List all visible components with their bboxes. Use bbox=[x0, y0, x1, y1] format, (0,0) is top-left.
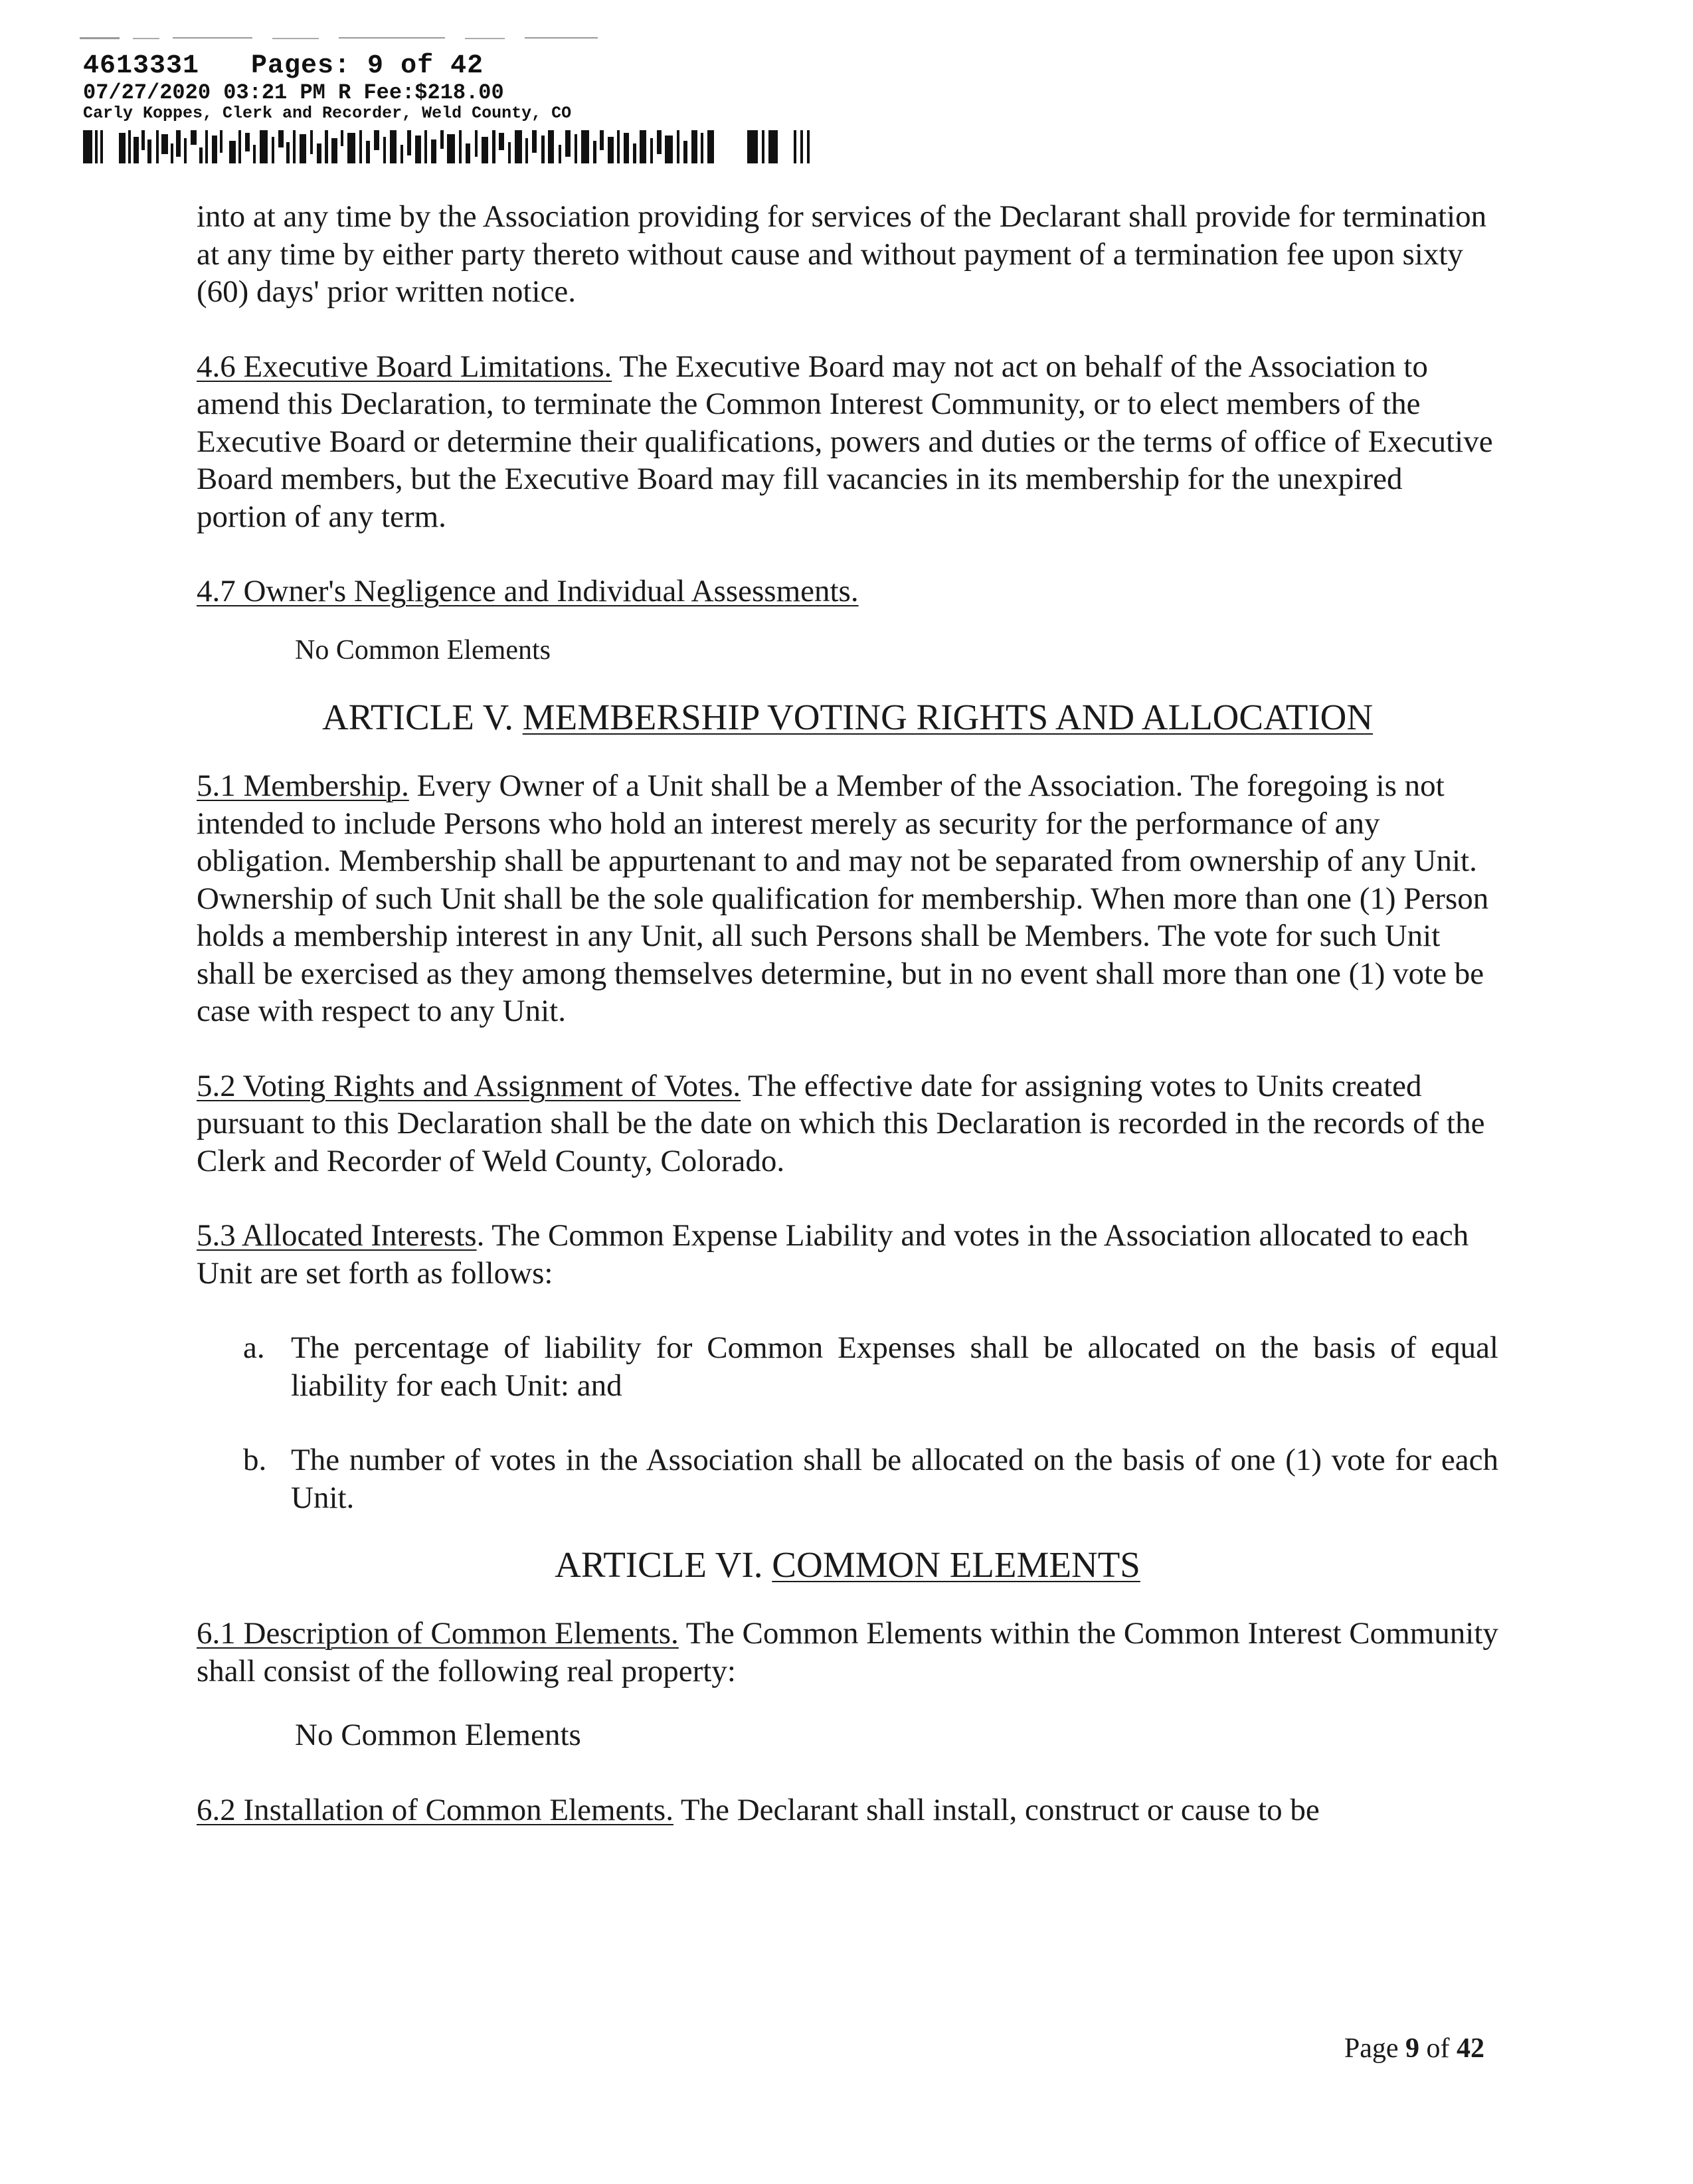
section-5-1 bbox=[197, 767, 1498, 1030]
document-body bbox=[197, 198, 1498, 1829]
list-marker-b: b. bbox=[243, 1443, 267, 1477]
section-4-7-body: No Common Elements bbox=[295, 634, 551, 666]
page-label: Page bbox=[1344, 2033, 1405, 2064]
page-number bbox=[1344, 2033, 1484, 2064]
section-5-2 bbox=[197, 1067, 1498, 1180]
scan-noise bbox=[80, 32, 677, 45]
section-6-2 bbox=[197, 1791, 1498, 1829]
section-5-1-body: Every Owner of a Unit shall be a Member of the Association. The foregoing is not intended to include Persons who hold an interest merely as security for the performance of any obligation. Membership shall be appurtenant to and may not be separated from ownership of any Unit. Ownership of such Unit shall be the sole qualification for membership. When more than one (1) Person holds a membership interest in any Unit, all such Persons shall be Members. The vote for such Unit shall be exercised as they among themselves determine, but in no event shall more than one (1) vote be case with respect to any Unit. bbox=[197, 769, 1489, 1028]
section-4-7 bbox=[197, 573, 1498, 610]
reception-number: 4613331 bbox=[83, 51, 200, 81]
clerk-recorder-line: Carly Koppes, Clerk and Recorder, Weld County, CO bbox=[83, 104, 572, 123]
article-6-prefix: ARTICLE VI. bbox=[555, 1544, 772, 1585]
article-5-prefix: ARTICLE V. bbox=[321, 697, 523, 737]
list-item-b bbox=[197, 1441, 1498, 1516]
list-marker-a: a. bbox=[243, 1330, 265, 1365]
section-6-2-heading: 6.2 Installation of Common Elements. bbox=[197, 1792, 673, 1827]
list-text-a: The percentage of liability for Common Expenses shall be allocated on the basis of equal liability for each Unit: and bbox=[291, 1330, 1498, 1403]
section-5-2-heading: 5.2 Voting Rights and Assignment of Votes. bbox=[197, 1068, 741, 1103]
article-6-title: COMMON ELEMENTS bbox=[772, 1544, 1140, 1585]
record-datetime-fee: 07/27/2020 03:21 PM R Fee:$218.00 bbox=[83, 80, 504, 105]
section-4-6-heading: 4.6 Executive Board Limitations. bbox=[197, 349, 612, 384]
page-count: Pages: 9 of 42 bbox=[251, 51, 484, 81]
article-6-heading bbox=[197, 1542, 1498, 1588]
section-4-6 bbox=[197, 348, 1498, 536]
section-5-3-heading: 5.3 Allocated Interests bbox=[197, 1218, 477, 1253]
barcode-graphic bbox=[83, 130, 827, 163]
article-5-title: MEMBERSHIP VOTING RIGHTS AND ALLOCATION bbox=[522, 697, 1374, 737]
recording-stamp bbox=[83, 53, 571, 122]
section-6-1-heading: 6.1 Description of Common Elements. bbox=[197, 1616, 679, 1651]
section-6-2-body: The Declarant shall install, construct or cause to be bbox=[673, 1792, 1320, 1827]
section-5-3 bbox=[197, 1217, 1498, 1292]
section-6-1-body: The Common Elements within the Common Interest Community shall consist of the following real property: bbox=[197, 1616, 1498, 1688]
list-item-a bbox=[197, 1329, 1498, 1404]
page-total: 42 bbox=[1457, 2033, 1484, 2064]
section-4-7-heading: 4.7 Owner's Negligence and Individual Assessments. bbox=[197, 574, 859, 608]
article-5-heading bbox=[197, 694, 1498, 741]
list-text-b: The number of votes in the Association shall be allocated on the basis of one (1) vote for each Unit. bbox=[291, 1443, 1498, 1515]
section-6-1-value: No Common Elements bbox=[295, 1718, 581, 1752]
section-5-1-heading: 5.1 Membership. bbox=[197, 769, 409, 803]
section-5-2-body: The effective date for assigning votes to Units created pursuant to this Declaration shall be the date on which this Declaration is recorded in the records of the Clerk and Recorder of Weld County, Colorado. bbox=[197, 1068, 1485, 1178]
section-6-1 bbox=[197, 1615, 1498, 1690]
section-5-3-body: . The Common Expense Liability and votes in the Association allocated to each Unit are set forth as follows: bbox=[197, 1218, 1469, 1291]
paragraph-4-5-continuation: into at any time by the Association providing for services of the Declarant shall provide for termination at any time by either party thereto without cause and without payment of a termination fee upon sixty (60) days' prior written notice. bbox=[197, 199, 1487, 309]
section-4-6-body: The Executive Board may not act on behalf of the Association to amend this Declaration, to terminate the Common Interest Community, or to elect members of the Executive Board or determine their qualifications, powers and duties or the terms of office of Executive Board members, but the Executive Board may fill vacancies in its membership for the unexpired portion of any term. bbox=[197, 349, 1493, 534]
page-of: of bbox=[1419, 2033, 1457, 2064]
page-current: 9 bbox=[1405, 2033, 1419, 2064]
